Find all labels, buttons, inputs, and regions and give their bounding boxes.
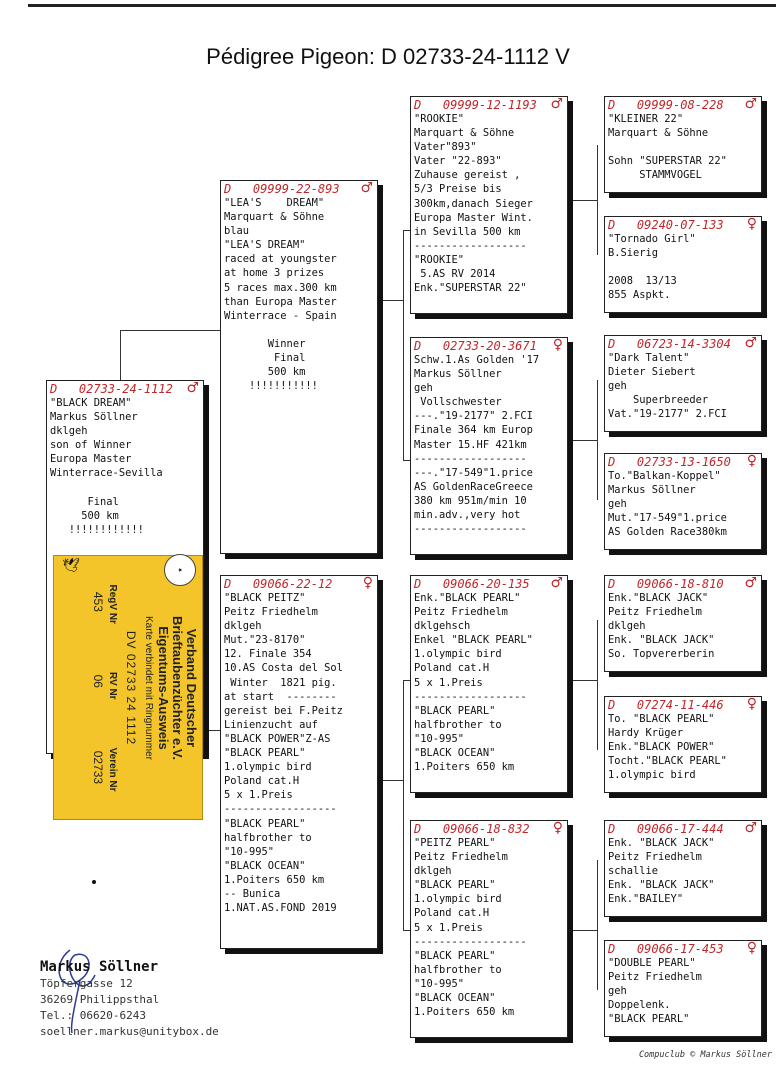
pedigree-box-dam	[220, 575, 378, 949]
pedigree-line: Enk."BLACK JACK"	[608, 592, 709, 604]
pedigree-line: ------------------	[414, 523, 527, 536]
pedigree-line: Winner	[224, 337, 306, 350]
pedigree-line: "LEA'S DREAM"	[224, 197, 325, 209]
ring-number: D 09999-22-893	[224, 182, 340, 196]
pedigree-box-dds	[604, 820, 762, 917]
ring-number: D 02733-20-3671	[414, 339, 537, 353]
pedigree-line: "BLACK DREAM"	[50, 397, 132, 409]
pedigree-line: "10-995"	[414, 977, 465, 990]
ring-number: D 09066-17-453	[608, 942, 724, 956]
connector	[403, 680, 404, 930]
pedigree-line: 5 races max.300 km	[224, 281, 337, 294]
pedigree-line: Markus Söllner	[608, 484, 696, 497]
male-icon: ♂	[186, 380, 199, 396]
pedigree-line: geh	[608, 498, 627, 511]
female-icon: ♀	[552, 820, 563, 836]
pedigree-line: Master 15.HF 421km	[414, 438, 527, 451]
pedigree-line: To. "BLACK PEARL"	[608, 713, 715, 725]
pedigree-box-sdd	[604, 453, 762, 550]
pedigree-line: Superbreeder	[608, 394, 709, 407]
pedigree-line: Final	[50, 495, 119, 508]
pedigree-line: at start --------	[224, 690, 337, 703]
pedigree-line	[224, 323, 377, 337]
connector	[597, 620, 598, 750]
pedigree-line: 500 km	[224, 366, 306, 379]
ring-number: D 09066-22-12	[224, 577, 333, 591]
card-doc-title: Eigentums-Ausweis	[156, 625, 171, 750]
pedigree-line: Vater "22-893"	[414, 155, 502, 168]
pedigree-line: 855 Aspkt.	[608, 289, 671, 302]
pedigree-line: Vollschwester	[414, 396, 502, 409]
pedigree-line: Peitz Friedhelm	[224, 606, 318, 619]
connector	[571, 930, 597, 931]
pedigree-line: 1.olympic bird	[414, 648, 502, 661]
pedigree-line: 2008 13/13	[608, 275, 677, 288]
pedigree-line: ------------------	[414, 690, 527, 703]
pedigree-line: ------------------	[414, 935, 527, 948]
pedigree-line: ------------------	[224, 803, 337, 816]
pedigree-line: Europa Master Wint.	[414, 211, 533, 224]
pedigree-line: 1.Poiters 650 km	[224, 873, 325, 886]
pedigree-line: 5.AS RV 2014	[414, 268, 496, 281]
connector	[571, 200, 597, 201]
pedigree-line: Enk."SUPERSTAR 22"	[414, 282, 527, 295]
owner-name: Markus Söllner	[40, 959, 159, 975]
connector	[403, 230, 410, 231]
ring-number: D 02733-13-1650	[608, 455, 731, 469]
pedigree-line: Peitz Friedhelm	[608, 851, 702, 864]
card-val-verein: 02733	[91, 750, 105, 784]
pedigree-line: Enk. "BLACK JACK"	[608, 879, 715, 892]
pedigree-line: 1.NAT.AS.FOND 2019	[224, 902, 337, 915]
pedigree-line: "BLACK OCEAN"	[414, 992, 496, 1005]
pedigree-line: Sohn "SUPERSTAR 22"	[608, 155, 727, 168]
card-col-rv: RV Nr	[107, 671, 118, 700]
pedigree-line: "ROOKIE"	[414, 113, 465, 125]
pedigree-line: !!!!!!!!!!!!	[50, 523, 144, 536]
card-note: Karte verbindet mit Ringnummer	[143, 615, 154, 760]
pedigree-line: Mut."23-8170"	[224, 634, 306, 647]
ring-number: D 09066-17-444	[608, 822, 724, 836]
male-icon: ♂	[360, 180, 373, 196]
pedigree-line: Winterrace - Spain	[224, 309, 337, 322]
pedigree-line: "BLACK PEARL"	[414, 704, 496, 717]
pedigree-line: Finale 364 km Europ	[414, 424, 533, 437]
male-icon: ♂	[744, 575, 757, 591]
pedigree-line: "ROOKIE"	[414, 253, 465, 266]
pedigree-line: Final	[224, 352, 306, 365]
pedigree-line: To."Balkan-Koppel"	[608, 470, 721, 482]
pedigree-line: 1.olympic bird	[414, 893, 502, 906]
pedigree-line: AS Golden Race380km	[608, 526, 727, 539]
ring-number: D 09999-08-228	[608, 98, 724, 112]
pedigree-line: at home 3 prizes	[224, 267, 325, 280]
top-rule	[28, 4, 776, 7]
pedigree-line: Doppelenk.	[608, 999, 671, 1012]
pedigree-line: "10-995"	[224, 845, 275, 858]
association-logo-icon: ★	[164, 554, 196, 586]
connector	[571, 680, 597, 681]
pedigree-line: ---."19-2177" 2.FCI	[414, 410, 533, 423]
pedigree-line: "PEITZ PEARL"	[414, 837, 496, 849]
card-ring-number: DV 02733 24 1112	[124, 630, 138, 745]
connector	[403, 930, 410, 931]
pedigree-line: "BLACK PEITZ"	[224, 592, 306, 604]
pedigree-box-ssd	[604, 216, 762, 313]
owner-address	[40, 958, 219, 1040]
male-icon: ♂	[550, 96, 563, 112]
connector	[120, 330, 121, 380]
card-org-line1: Verband Deutscher	[184, 628, 199, 747]
pedigree-box-ds	[410, 575, 568, 793]
female-icon: ♀	[746, 216, 757, 232]
female-icon: ♀	[746, 940, 757, 956]
ownership-card-content	[58, 560, 198, 815]
pedigree-line: 5 x 1.Preis	[414, 921, 483, 934]
pedigree-line: Markus Söllner	[50, 411, 138, 424]
ring-number: D 09066-20-135	[414, 577, 530, 591]
pedigree-line	[608, 140, 761, 154]
pedigree-line: geh	[608, 380, 627, 393]
pedigree-line: ---."17-549"1.price	[414, 466, 533, 479]
pedigree-box-ss	[410, 96, 568, 314]
male-icon: ♂	[744, 335, 757, 351]
pedigree-line: than Europa Master	[224, 295, 337, 308]
pedigree-box-sds	[604, 335, 762, 432]
pedigree-line: B.Sierig	[608, 247, 659, 260]
male-icon: ♂	[744, 96, 757, 112]
pedigree-line: geh	[414, 382, 433, 395]
pedigree-line: 5/3 Preise bis	[414, 183, 502, 196]
pedigree-line	[50, 481, 203, 495]
card-col-verein: Verein Nr	[107, 747, 118, 791]
ring-number: D 09066-18-832	[414, 822, 530, 836]
pedigree-line: gereist bei F.Peitz	[224, 704, 343, 717]
pedigree-line: "KLEINER 22"	[608, 113, 684, 125]
pedigree-line: Marquart & Söhne	[224, 211, 325, 224]
ring-number: D 09240-07-133	[608, 218, 724, 232]
pedigree-line	[608, 260, 761, 274]
pedigree-line: -- Bunica	[224, 887, 281, 900]
pedigree-line: Winterrace-Sevilla	[50, 467, 163, 480]
pedigree-line: Poland cat.H	[414, 907, 490, 920]
pedigree-line: "BLACK POWER"Z-AS	[224, 732, 331, 745]
male-icon: ♂	[744, 820, 757, 836]
pedigree-line: ------------------	[414, 452, 527, 465]
pedigree-line: "BLACK PEARL"	[414, 949, 496, 962]
pedigree-line: Enk. "BLACK JACK"	[608, 837, 715, 849]
pedigree-line: Poland cat.H	[414, 662, 490, 675]
ring-number: D 09066-18-810	[608, 577, 724, 591]
pedigree-line: "BLACK PEARL"	[224, 817, 306, 830]
pedigree-line: schallie	[608, 865, 659, 878]
pedigree-line: "10-995"	[414, 732, 465, 745]
ring-number: D 07274-11-446	[608, 698, 724, 712]
ring-number: D 06723-14-3304	[608, 337, 731, 351]
pedigree-line: dklgeh	[224, 620, 262, 633]
pedigree-line: "DOUBLE PEARL"	[608, 957, 696, 969]
pedigree-box-sd	[410, 337, 568, 555]
card-val-rv: 06	[91, 674, 105, 688]
card-org-line2: Brieftaubenzüchter e.V.	[170, 615, 185, 760]
pedigree-line: Marquart & Söhne	[608, 127, 709, 140]
female-icon: ♀	[746, 696, 757, 712]
pedigree-line: Enk."BLACK PEARL"	[414, 592, 521, 604]
pedigree-line: Vat."19-2177" 2.FCI	[608, 408, 727, 421]
pedigree-line: "LEA'S DREAM"	[224, 239, 306, 252]
pedigree-line: Winter 1821 pig.	[224, 676, 337, 689]
pedigree-line: Marquart & Söhne	[414, 127, 515, 140]
pedigree-box-dd	[410, 820, 568, 1038]
pedigree-line: Tocht."BLACK PEARL"	[608, 755, 727, 768]
pedigree-line: son of Winner	[50, 439, 132, 452]
pedigree-line: 1.Poiters 650 km	[414, 761, 515, 774]
pedigree-line: dklgeh	[608, 620, 646, 633]
pedigree-line: Peitz Friedhelm	[608, 606, 702, 619]
footer-credit: Compuclub © Markus Söllner	[638, 1050, 772, 1060]
pedigree-line: Zuhause gereist ,	[414, 169, 521, 182]
pedigree-line: geh	[608, 985, 627, 998]
owner-street: Töpfergasse 12	[40, 977, 133, 990]
pedigree-line: Markus Söllner	[414, 368, 502, 381]
pedigree-line: Poland cat.H	[224, 775, 300, 788]
pedigree-line: 300km,danach Sieger	[414, 197, 533, 210]
card-column-headers	[107, 560, 118, 815]
pedigree-line: Europa Master	[50, 453, 132, 466]
pigeon-icon: 🕊	[62, 558, 80, 574]
ownership-card	[53, 555, 203, 820]
female-icon: ♀	[362, 575, 373, 591]
pedigree-line: Vater"893"	[414, 141, 477, 154]
ink-dot	[92, 880, 96, 884]
male-icon: ♂	[550, 575, 563, 591]
pedigree-line: Linienzucht auf	[224, 718, 318, 731]
connector	[597, 380, 598, 500]
pedigree-line: "BLACK OCEAN"	[224, 859, 306, 872]
connector	[597, 860, 598, 990]
owner-city: 36269 Philippsthal	[40, 993, 160, 1006]
owner-phone: Tel.: 06620-6243	[40, 1009, 146, 1022]
pedigree-box-ddd	[604, 940, 762, 1037]
pedigree-line: ------------------	[414, 239, 527, 252]
pedigree-line: 12. Finale 354	[224, 648, 312, 661]
pedigree-line: So. Topvererberin	[608, 648, 715, 661]
pedigree-line: "BLACK PEARL"	[224, 747, 306, 760]
ring-number: D 02733-24-1112	[50, 382, 173, 396]
female-icon: ♀	[552, 337, 563, 353]
pedigree-line: Dieter Siebert	[608, 366, 696, 379]
ring-number: D 09999-12-1193	[414, 98, 537, 112]
pedigree-line: Schw.1.As Golden '17	[414, 354, 540, 366]
pedigree-line: 380 km 951m/min 10	[414, 494, 527, 507]
pedigree-line: 1.olympic bird	[224, 761, 312, 774]
pedigree-line: Enk."BLACK POWER"	[608, 741, 715, 754]
pedigree-line: dklgeh	[414, 865, 452, 878]
pedigree-line: 5 x 1.Preis	[414, 676, 483, 689]
pedigree-line: "BLACK PEARL"	[608, 1013, 690, 1026]
pedigree-line: Peitz Friedhelm	[414, 851, 508, 864]
pedigree-line: halfbrother to	[414, 718, 502, 731]
pedigree-line: 10.AS Costa del Sol	[224, 662, 343, 675]
pedigree-line: Hardy Krüger	[608, 727, 684, 740]
pedigree-line: STAMMVOGEL	[608, 169, 702, 182]
pedigree-line: 1.Poiters 650 km	[414, 1006, 515, 1019]
pedigree-line: AS GoldenRaceGreece	[414, 480, 533, 493]
connector	[120, 330, 220, 331]
pedigree-line: Mut."17-549"1.price	[608, 512, 727, 525]
connector	[380, 780, 403, 781]
owner-email: soellner.markus@unitybox.de	[40, 1025, 219, 1038]
pedigree-line: raced at youngster	[224, 253, 337, 266]
female-icon: ♀	[746, 453, 757, 469]
pedigree-line: Enk."BAILEY"	[608, 893, 684, 906]
card-column-values	[91, 560, 105, 815]
pedigree-line: 500 km	[50, 509, 119, 522]
pedigree-line: "Dark Talent"	[608, 352, 690, 364]
pedigree-line: min.adv.,very hot	[414, 509, 521, 522]
pedigree-line: dklgeh	[50, 425, 88, 438]
pedigree-line: "BLACK OCEAN"	[414, 747, 496, 760]
card-val-regv: 453	[91, 591, 105, 612]
pedigree-line: "Tornado Girl"	[608, 233, 696, 245]
connector	[571, 440, 597, 441]
connector	[403, 680, 410, 681]
pedigree-box-dss	[604, 575, 762, 672]
pedigree-line: !!!!!!!!!!!	[224, 380, 318, 393]
pedigree-line: Peitz Friedhelm	[414, 606, 508, 619]
pedigree-line: in Sevilla 500 km	[414, 225, 521, 238]
pedigree-line: Enk. "BLACK JACK"	[608, 634, 715, 647]
pedigree-line: dklgehsch	[414, 620, 471, 633]
page-title: Pédigree Pigeon: D 02733-24-1112 V	[206, 44, 570, 69]
pedigree-line: blau	[224, 225, 250, 238]
connector	[403, 460, 410, 461]
connector	[597, 145, 598, 255]
pedigree-line: Enkel "BLACK PEARL"	[414, 634, 533, 647]
pedigree-line: Peitz Friedhelm	[608, 971, 702, 984]
pedigree-box-sire	[220, 180, 378, 554]
connector	[403, 230, 404, 460]
pedigree-line: 1.olympic bird	[608, 769, 696, 782]
pedigree-line: halfbrother to	[414, 963, 502, 976]
pedigree-box-sss	[604, 96, 762, 193]
pedigree-line: "BLACK PEARL"	[414, 879, 496, 892]
pedigree-line: halfbrother to	[224, 831, 312, 844]
pedigree-line: 5 x 1.Preis	[224, 789, 293, 802]
card-col-regv: RegV Nr	[107, 584, 118, 624]
pedigree-box-dsd	[604, 696, 762, 793]
connector	[380, 300, 403, 301]
